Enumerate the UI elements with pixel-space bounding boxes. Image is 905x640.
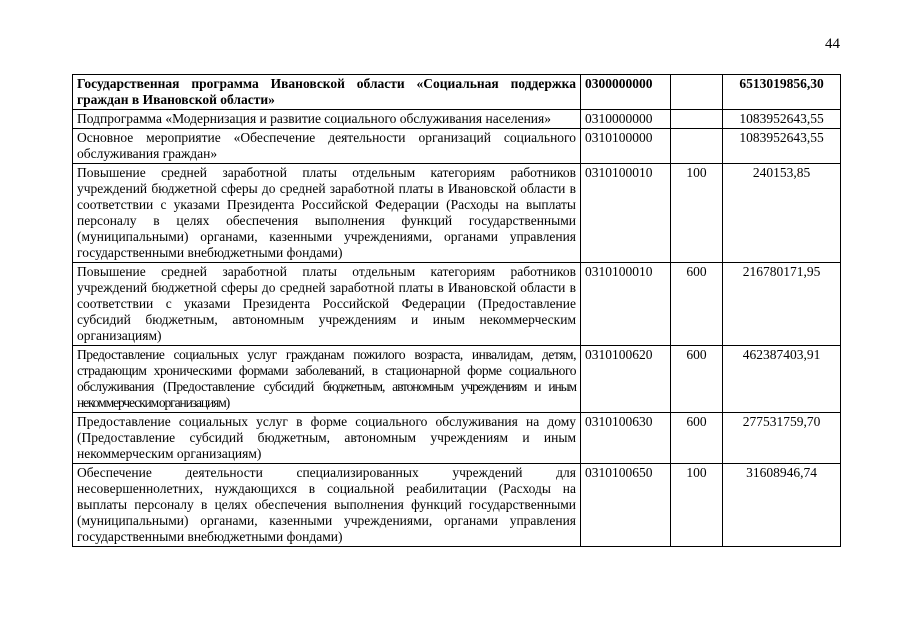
row-target-code: 0310100650 [581, 464, 671, 547]
row-name: Государственная программа Ивановской области «Социальная поддержка граждан в Ивановской области» [73, 75, 581, 110]
row-amount: 6513019856,30 [723, 75, 841, 110]
row-expense-type: 600 [671, 413, 723, 464]
row-expense-type: 600 [671, 346, 723, 413]
row-expense-type: 600 [671, 263, 723, 346]
row-amount: 31608946,74 [723, 464, 841, 547]
row-amount: 1083952643,55 [723, 129, 841, 164]
row-expense-type: 100 [671, 164, 723, 263]
table-row [73, 413, 841, 464]
row-expense-type [671, 110, 723, 129]
row-amount: 240153,85 [723, 164, 841, 263]
row-name-main: Предоставление социальных услуг гражданам пожилого возраста, инвалидам, детям, страдающим хроническими формами заболеваний, в стационарной форме социального обслуживания (Предоставление субсидий [77, 347, 576, 394]
row-name-tail: бюджетным, автономным учреждениям и иным некоммерческим организациям) [77, 379, 576, 410]
table-row-state-program [73, 75, 841, 110]
row-target-code: 0300000000 [581, 75, 671, 110]
row-name [73, 346, 581, 413]
row-name: Подпрограмма «Модернизация и развитие социального обслуживания населения» [73, 110, 581, 129]
row-name: Повышение средней заработной платы отдельным категориям работников учреждений бюджетной сферы до средней заработной платы в Ивановской области в соответствии с указами Президента Российской Федерации (Предоставление субсидий бюджетным, автономным учреждениям и иным некоммерческим организациям) [73, 263, 581, 346]
page-number: 44 [825, 36, 840, 52]
row-amount: 216780171,95 [723, 263, 841, 346]
table-row [73, 164, 841, 263]
budget-allocation-table [72, 74, 841, 547]
row-expense-type [671, 129, 723, 164]
row-name: Предоставление социальных услуг в форме социального обслуживания на дому (Предоставление субсидий бюджетным, автономным учреждениям и иным некоммерческим организациям) [73, 413, 581, 464]
row-amount: 462387403,91 [723, 346, 841, 413]
row-expense-type [671, 75, 723, 110]
table-row [73, 263, 841, 346]
row-amount: 277531759,70 [723, 413, 841, 464]
row-target-code: 0310100630 [581, 413, 671, 464]
table-row [73, 464, 841, 547]
table-row-subprogram [73, 110, 841, 129]
row-target-code: 0310100010 [581, 164, 671, 263]
row-name: Основное мероприятие «Обеспечение деятельности организаций социального обслуживания граждан» [73, 129, 581, 164]
row-amount: 1083952643,55 [723, 110, 841, 129]
row-name: Повышение средней заработной платы отдельным категориям работников учреждений бюджетной сферы до средней заработной платы в Ивановской области в соответствии с указами Президента Российской Федерации (Расходы на выплаты персоналу в целях обеспечения выполнения функций государственными (муниципальными) органами, казенными учреждениями, органами управления государственными внебюджетными фондами) [73, 164, 581, 263]
row-target-code: 0310000000 [581, 110, 671, 129]
row-name: Обеспечение деятельности специализированных учреждений для несовершеннолетних, нуждающихся в социальной реабилитации (Расходы на выплаты персоналу в целях обеспечения выполнения функций государственными (муниципальными) органами, казенными учреждениями, органами управления государственными внебюджетными фондами) [73, 464, 581, 547]
row-target-code: 0310100010 [581, 263, 671, 346]
table-row [73, 346, 841, 413]
row-target-code: 0310100000 [581, 129, 671, 164]
table-row-main-activity [73, 129, 841, 164]
row-expense-type: 100 [671, 464, 723, 547]
row-target-code: 0310100620 [581, 346, 671, 413]
